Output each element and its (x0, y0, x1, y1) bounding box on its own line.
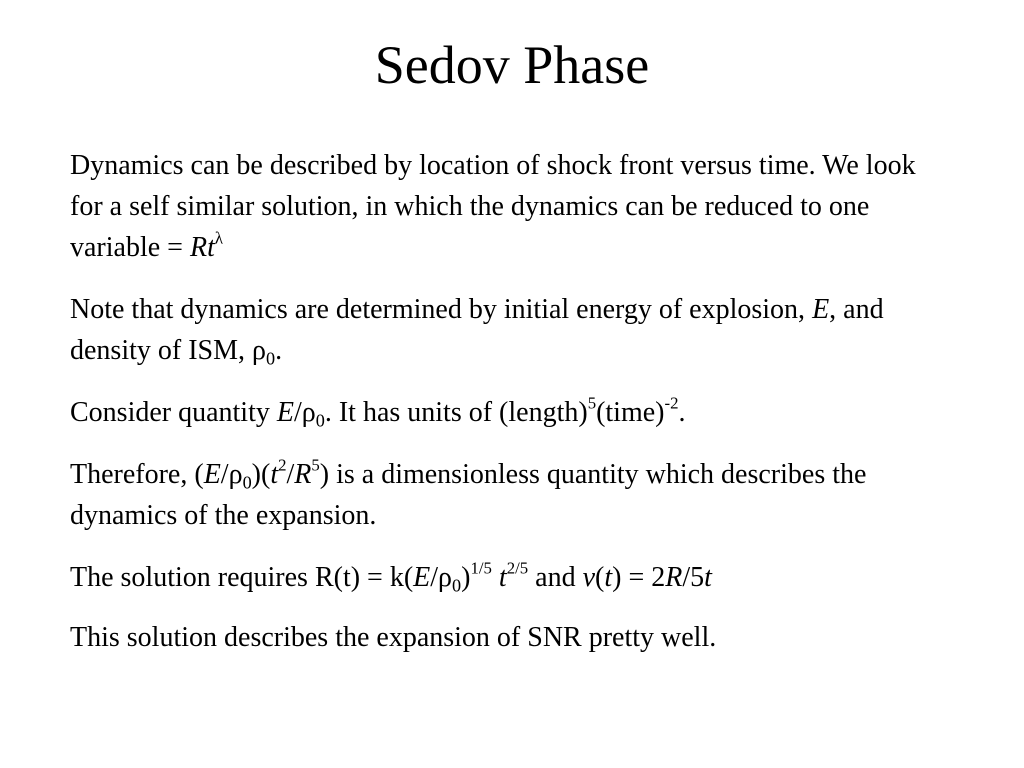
p3-time-exp: -2 (664, 393, 679, 413)
p5-rho-sub: 0 (452, 575, 462, 596)
slide-title: Sedov Phase (374, 35, 650, 95)
p1-var-R: R (189, 232, 208, 263)
p5-eq: ) = 2 (612, 562, 666, 593)
p5-close: ) (461, 562, 471, 593)
p3-len-exp: 5 (587, 393, 597, 413)
p3-text2: . It has units of (length) (324, 397, 588, 428)
p4-R-exp: 5 (311, 455, 320, 475)
p4-open: Therefore, ( (70, 459, 204, 490)
p5-and: and (528, 562, 583, 593)
p3-text1: Consider quantity (70, 397, 277, 428)
paragraph-solution (70, 557, 950, 598)
p5-exp1: 1/5 (470, 558, 492, 578)
p4-slash: / (286, 459, 295, 490)
paragraph-units (70, 392, 950, 433)
p5-exp2: 2/5 (506, 558, 529, 578)
p2-rho-sub: 0 (265, 348, 276, 369)
p5-t2: t (604, 562, 613, 593)
p4-t: t (270, 459, 279, 490)
p5-space (492, 562, 499, 593)
p1-var-t: t (207, 232, 215, 263)
p1-text: Dynamics can be described by location of shock front versus time. We look for a self similar solution, in which the dynamics can be reduced to one variable = (70, 150, 916, 263)
p2-end: . (275, 335, 283, 366)
p4-text: ) is a dimensionless quantity which describes the dynamics of the expansion. (70, 459, 867, 531)
p1-exp-lambda: λ (214, 228, 223, 248)
p4-R: R (294, 459, 312, 490)
p5-E: E (413, 562, 431, 593)
p4-t-exp: 2 (278, 455, 287, 475)
paragraph-conclusion (70, 617, 950, 658)
p5-div5: /5 (682, 562, 705, 593)
p3-end: . (678, 397, 686, 428)
slide-body (70, 145, 950, 679)
p5-slash-rho: /ρ (430, 562, 453, 593)
paragraph-energy-density (70, 289, 950, 371)
p2-E: E (812, 294, 830, 325)
p5-t3: t (704, 562, 712, 593)
p4-E: E (203, 459, 221, 490)
p3-E: E (276, 397, 294, 428)
p3-rho-sub: 0 (315, 410, 325, 431)
p5-R: R (665, 562, 683, 593)
p2-rho: ρ (252, 335, 266, 366)
p2-text1: Note that dynamics are determined by initial energy of explosion, (70, 294, 813, 325)
paragraph-self-similar (70, 145, 950, 268)
p3-text3: (time) (596, 397, 665, 428)
p5-t: t (498, 562, 507, 593)
p5-paren-open: ( (595, 562, 605, 593)
p2-text2: , and density of ISM, (70, 294, 884, 366)
paragraph-dimensionless (70, 454, 950, 536)
p5-v: v (582, 562, 596, 593)
p6-text: This solution describes the expansion of SNR pretty well. (70, 622, 717, 653)
p5-text1: The solution requires R(t) = k( (70, 562, 414, 593)
p4-slash-rho: /ρ (220, 459, 243, 490)
p3-slash-rho: /ρ (293, 397, 316, 428)
p4-mid: )( (251, 459, 271, 490)
p4-rho-sub: 0 (242, 472, 252, 493)
